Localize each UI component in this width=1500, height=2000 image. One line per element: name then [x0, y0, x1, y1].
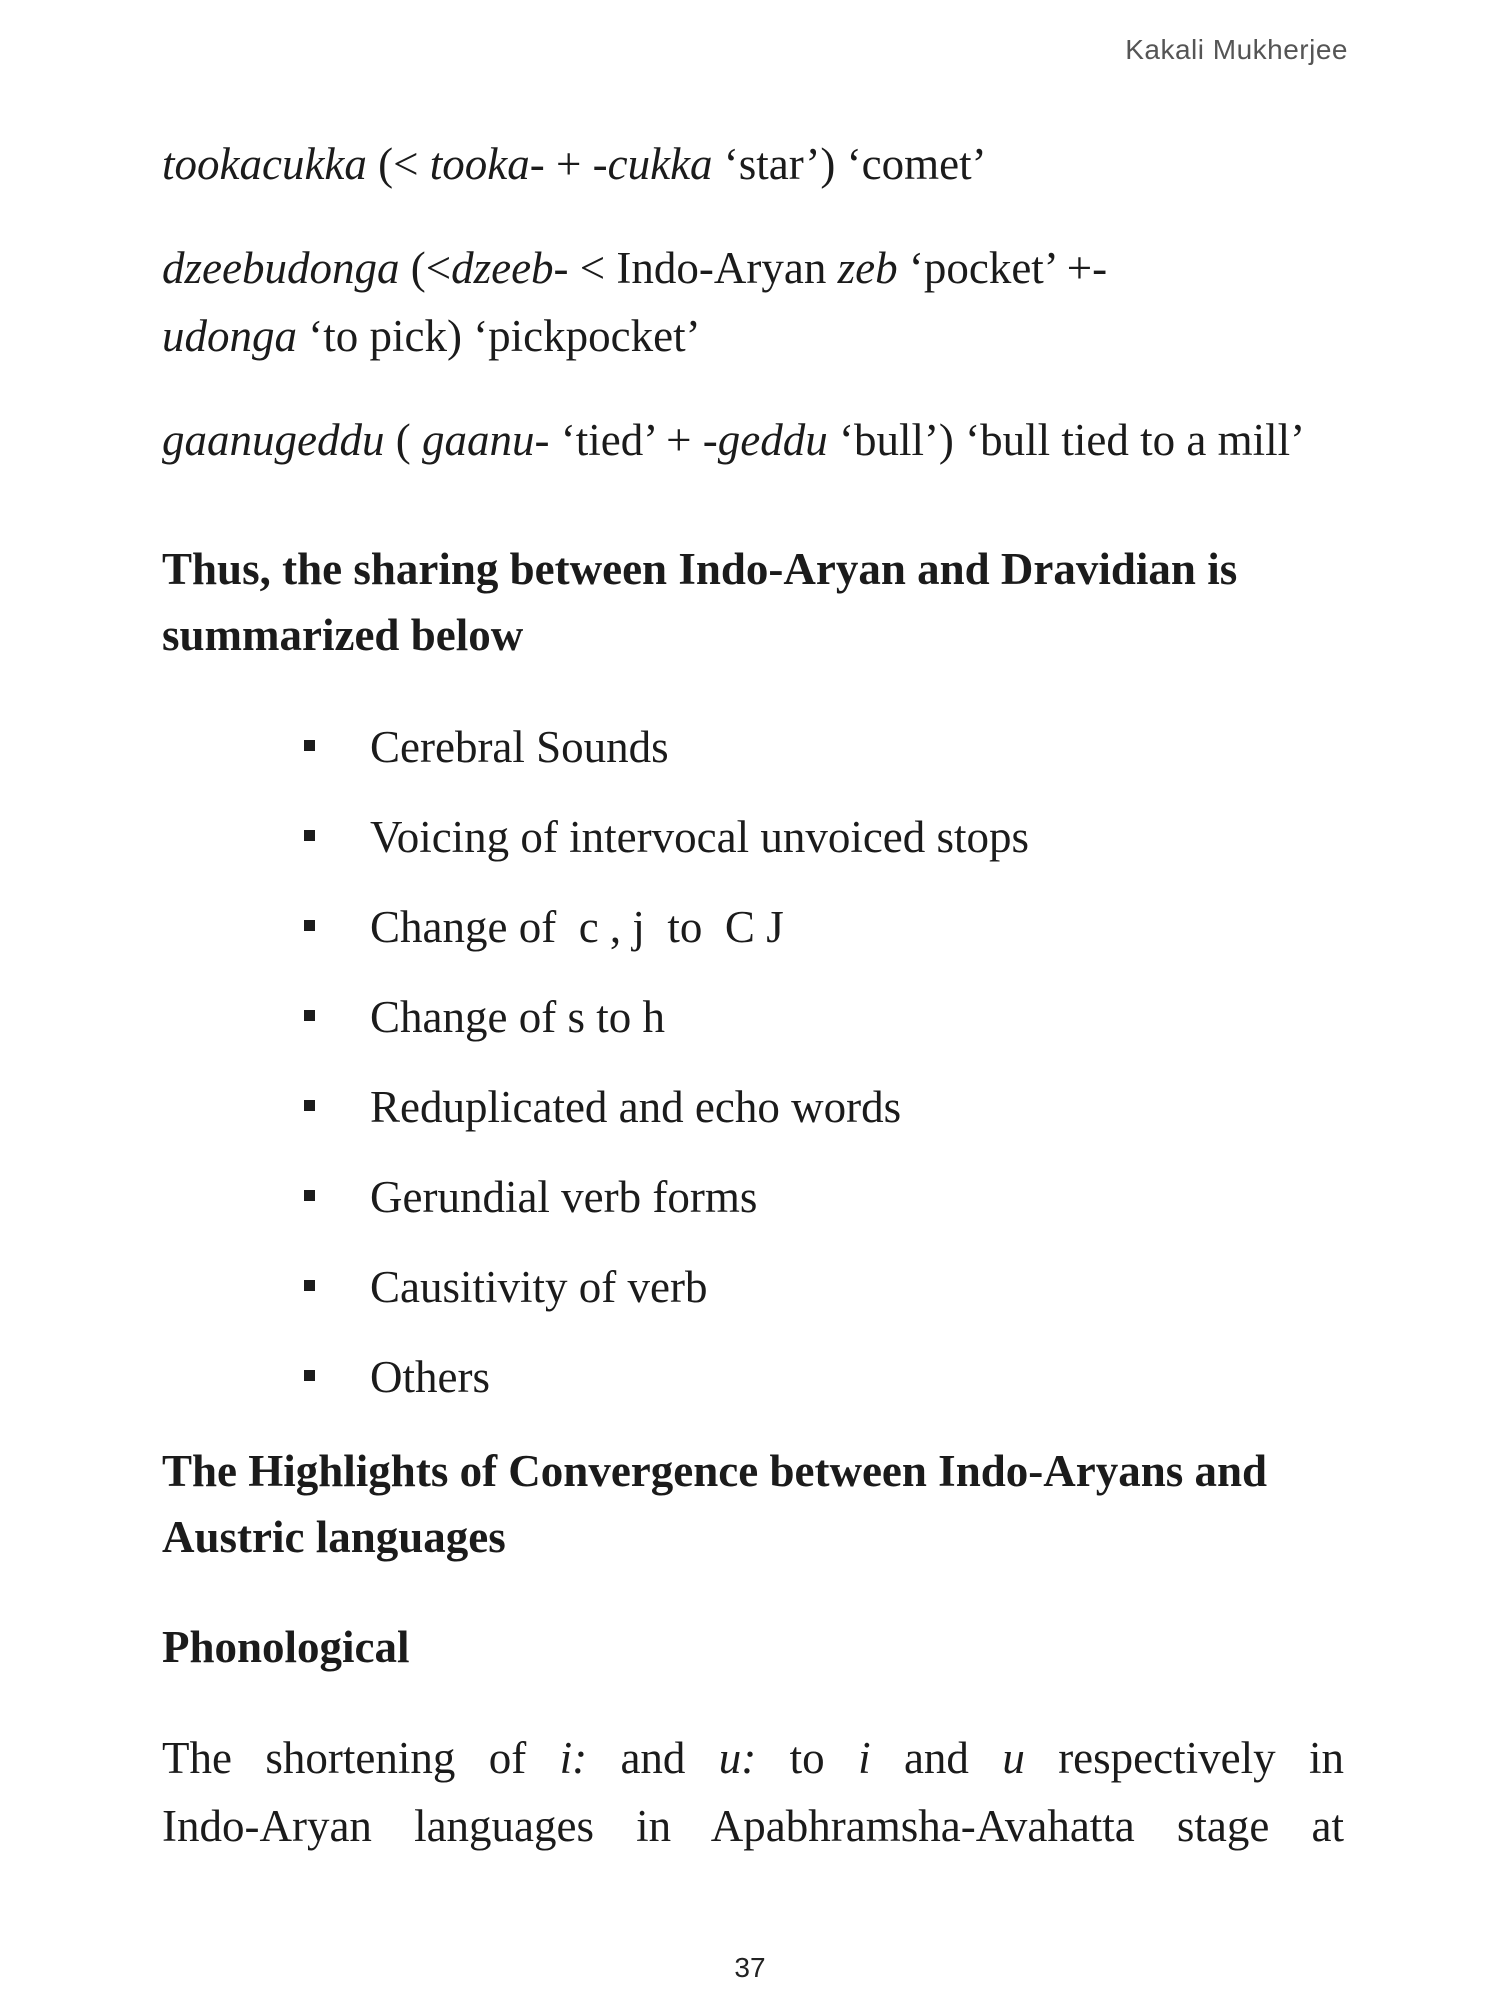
list-item: Change of c , j to C J	[162, 882, 1344, 972]
page-number: 37	[734, 1952, 766, 1983]
square-bullet-icon	[304, 1370, 315, 1381]
highlights-heading: The Highlights of Convergence between Indo-Aryans and Austric languages	[162, 1446, 1268, 1562]
list-item: Cerebral Sounds	[162, 702, 1344, 792]
example-word: gaanugeddu	[162, 415, 385, 465]
paragraph-line-1: The shortening of i: and u: to i and u respectively in	[162, 1733, 1344, 1783]
paragraph-line-2: Indo-Aryan languages in Apabhramsha-Avahatta stage at	[162, 1801, 1344, 1851]
square-bullet-icon	[304, 740, 315, 751]
square-bullet-icon	[304, 1100, 315, 1111]
square-bullet-icon	[304, 1280, 315, 1291]
example-gaanugeddu: gaanugeddu ( gaanu- ‘tied’ + -geddu ‘bull’) ‘bull tied to a mill’	[162, 415, 1306, 465]
sharing-list	[162, 702, 1344, 1422]
running-head-author: Kakali Mukherjee	[1125, 34, 1348, 65]
example-dzeebudonga: dzeebudonga (<dzeeb- < Indo-Aryan zeb ‘pocket’ +- udonga ‘to pick) ‘pickpocket’	[162, 243, 1108, 361]
page-content	[162, 130, 1344, 1860]
square-bullet-icon	[304, 920, 315, 931]
square-bullet-icon	[304, 830, 315, 841]
list-item: Change of s to h	[162, 972, 1344, 1062]
example-tookacukka: tookacukka (< tooka- + -cukka ‘star’) ‘comet’	[162, 139, 987, 189]
phonological-heading: Phonological	[162, 1622, 410, 1672]
list-item: Reduplicated and echo words	[162, 1062, 1344, 1152]
example-word: tookacukka	[162, 139, 367, 189]
sharing-heading: Thus, the sharing between Indo-Aryan and Dravidian is summarized below	[162, 544, 1238, 660]
phonological-paragraph	[162, 1724, 1344, 1860]
list-item: Gerundial verb forms	[162, 1152, 1344, 1242]
square-bullet-icon	[304, 1010, 315, 1021]
list-item: Others	[162, 1332, 1344, 1422]
list-item: Causitivity of verb	[162, 1242, 1344, 1332]
example-word: dzeebudonga	[162, 243, 400, 293]
square-bullet-icon	[304, 1190, 315, 1201]
list-item: Voicing of intervocal unvoiced stops	[162, 792, 1344, 882]
